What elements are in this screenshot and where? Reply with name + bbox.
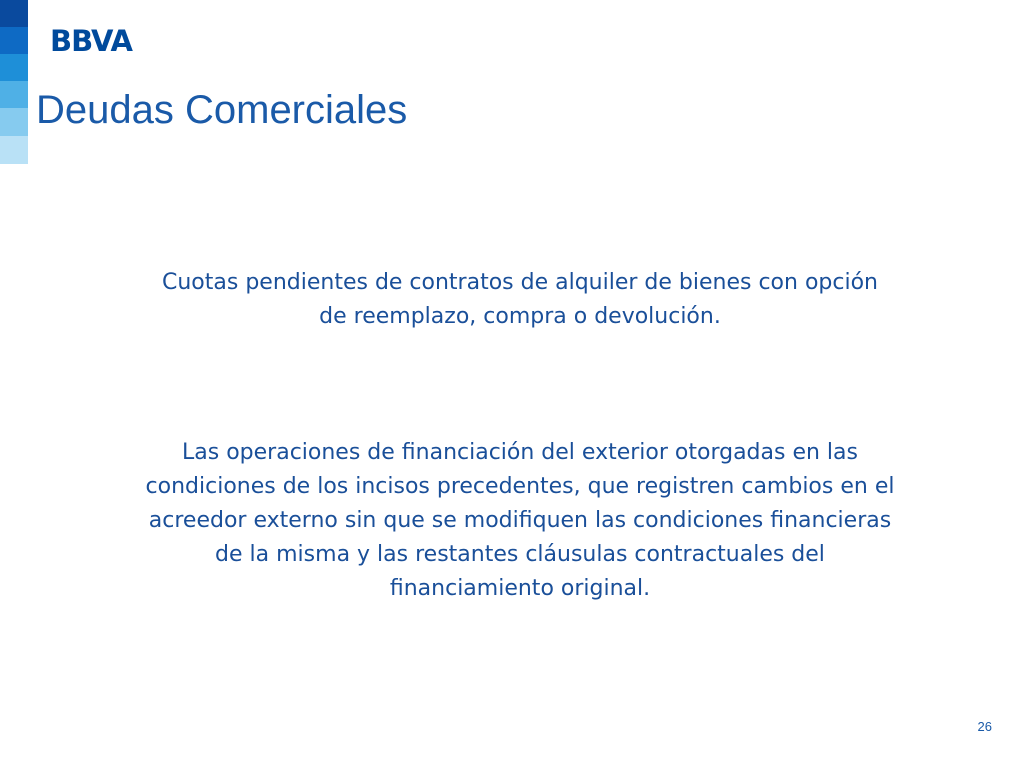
slide-title: Deudas Comerciales [36, 88, 408, 132]
accent-segment [0, 136, 28, 164]
body-paragraph-1: Cuotas pendientes de contratos de alquiler de bienes con opción de reemplazo, compra o devolución. [162, 270, 878, 329]
accent-segment [0, 27, 28, 54]
accent-bar [0, 0, 28, 164]
page-number: 26 [977, 719, 992, 734]
body-paragraph-2: Las operaciones de financiación del exterior otorgadas en las condiciones de los incisos precedentes, que registren cambios en el acreedor externo sin que se modifiquen las condiciones financieras de la misma y las restantes cláusulas contractuales del financiamiento original. [145, 440, 895, 601]
accent-segment [0, 108, 28, 136]
accent-segment [0, 54, 28, 81]
accent-segment [0, 81, 28, 108]
bbva-logo: BBVA [50, 24, 132, 58]
accent-segment [0, 0, 28, 27]
